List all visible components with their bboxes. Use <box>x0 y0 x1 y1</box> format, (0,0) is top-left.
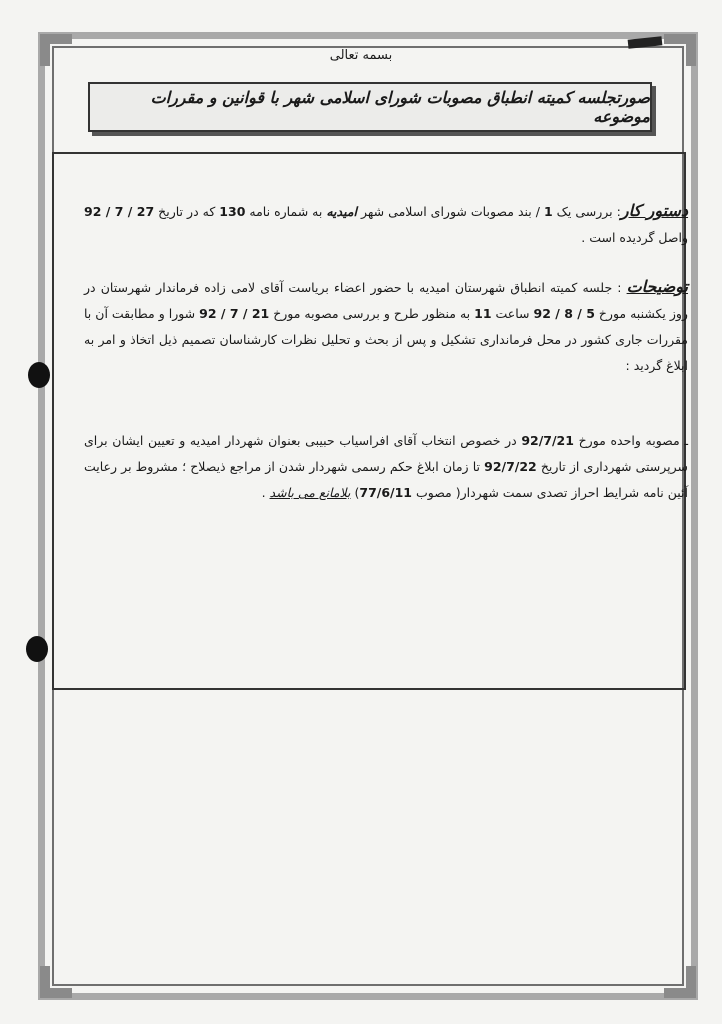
decision-text: ـ مصوبه واحده مورخ <box>573 433 688 448</box>
notes-label: توضیحات <box>626 277 688 296</box>
decision-conclusion: بلامانع می باشد <box>269 485 351 500</box>
notes-text: به منظور طرح و بررسی مصوبه مورخ <box>269 306 475 321</box>
agenda-paragraph <box>84 198 688 251</box>
bismillah: بسمه تعالی <box>329 48 393 63</box>
agenda-date: 27 / 7 / 92 <box>84 204 155 219</box>
agenda-text: به شماره نامه <box>245 204 327 219</box>
decision-text: در خصوص انتخاب آقای افراسیاب حبیبی بعنوان شهردار امیدیه و تعیین ایشان برای سرپرستی شهرداری از تاریخ <box>84 433 688 474</box>
agenda-text: : بررسی یک <box>552 204 621 219</box>
decision-text: . <box>261 485 270 500</box>
corner-ornament <box>40 966 72 998</box>
title-box <box>88 82 652 132</box>
decision-date: 77/6/11 <box>359 485 412 500</box>
notes-text: ساعت <box>491 306 534 321</box>
agenda-number: 1 <box>543 204 553 219</box>
letter-number: 130 <box>219 204 246 219</box>
decision-date: 92/7/22 <box>484 459 537 474</box>
notes-paragraph <box>84 274 688 379</box>
notes-text: : جلسه کمیته انطباق شهرستان امیدیه با حضور اعضاء بریاست آقای لامی زاده فرماندار شهرستان در روز یکشنبه مورخ <box>84 280 688 321</box>
decision-text: تا زمان ابلاغ حکم رسمی شهردار شدن از مراجع ذیصلاح ؛ مشروط بر رعایت آئین نامه شرایط احراز تصدی سمت شهردار( مصوب <box>84 459 688 500</box>
notes-text: شورا و مطابقت آن با مقررات جاری کشور در محل فرمانداری تشکیل و پس از بحث و تحلیل نظرات کارشناسان تصمیم ذیل اتخاذ و امر به ابلاغ گردید : <box>84 306 688 373</box>
decision-text: ) <box>354 485 360 500</box>
agenda-text: واصل گردیده است . <box>581 230 688 245</box>
approval-date: 21 / 7 / 92 <box>199 306 270 321</box>
punch-hole <box>26 636 48 662</box>
punch-hole <box>28 362 50 388</box>
agenda-text: که در تاریخ <box>154 204 220 219</box>
agenda-label: دستور کار <box>620 201 689 220</box>
meeting-date: 5 / 8 / 92 <box>533 306 595 321</box>
city-name: امیدیه <box>326 204 358 219</box>
decision-paragraph <box>84 428 688 506</box>
meeting-hour: 11 <box>474 306 492 321</box>
agenda-text: / بند مصوبات شورای اسلامی شهر <box>357 204 544 219</box>
corner-ornament <box>664 966 696 998</box>
decision-date: 92/7/21 <box>521 433 574 448</box>
page-title: صورتجلسه کمیته انطباق مصوبات شورای اسلامی شهر با قوانین و مقررات موضوعه <box>150 88 650 126</box>
